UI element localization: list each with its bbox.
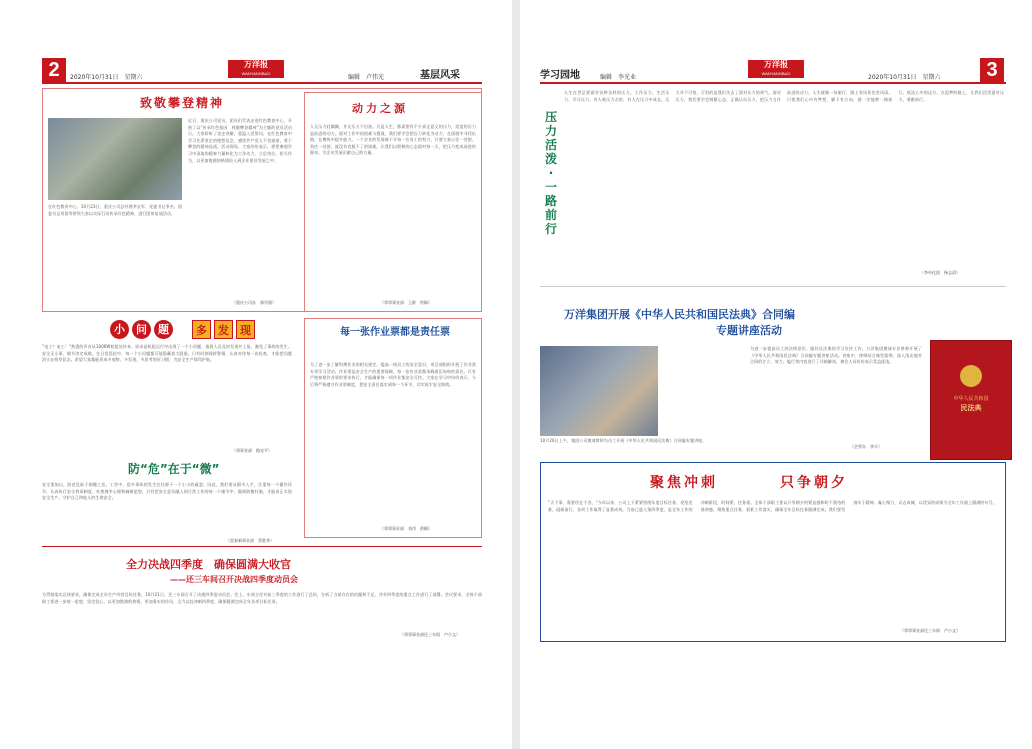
- event-photo: [48, 118, 182, 200]
- article-title: 防“危”在于“微”: [128, 462, 220, 476]
- article-body: 为进一步提高员工的法律意识，做好民法典的学习宣传工作，万洋集团邀请专业律师开展了《中华人民共和国民法典》合同编专题讲座活动。讲座中，律师结合典型案例，深入浅出地对合同的订立、效力、履行等内容进行了详细解读，参会人员纷纷表示受益匪浅。: [750, 346, 922, 365]
- book-title-line1: 中华人民共和国: [953, 396, 989, 402]
- section-title: 学习园地: [540, 70, 580, 81]
- divider: [540, 286, 1006, 287]
- article-byline: （雷泰新事业部 蔡胜华）: [226, 538, 274, 543]
- article-title: 动力之源: [352, 102, 408, 115]
- vertical-title: 压力活泼·一路前行: [544, 110, 557, 236]
- logo-cn: 万洋报: [244, 60, 268, 69]
- article-title: 万洋集团开展《中华人民共和国民法典》合同编: [564, 308, 795, 321]
- logo-en: WANYANGBAO: [761, 71, 791, 76]
- article-body: 为了进一步了解科博作业的相关规定，提高一线员工的安全意识，项目部组织开展了作业票专项学习活动。作业票是安全生产的重要保障，每一张作业票都承载着沉甸甸的责任。只有严格按照作业票的要求执行，才能确保每一项作业都安全可控。大家在学习中纷纷表示，今后将严格遵守作业票制度，把安全责任落实到每一个环节，切实筑牢安全防线。: [310, 362, 476, 387]
- article-title: 全力决战四季度 确保圆满大收官: [126, 558, 291, 571]
- emblem-icon: [960, 365, 982, 387]
- masthead-logo: [228, 60, 284, 78]
- photo-caption: 在红色教育中心，10月23日，重庆公司总经理李宝军、党委书记李杰、团委书记刘留等带领大家以实际行动传承红色精神，进行团体复诵活动。: [48, 204, 182, 216]
- header-rule: [540, 82, 1006, 84]
- article-title: 聚焦冲刺: [650, 475, 718, 491]
- title-char: 现: [236, 320, 255, 339]
- article-byline: （重庆公司办 郭学丽）: [232, 300, 276, 305]
- editor-credit: 编辑 卢伟光: [348, 74, 385, 81]
- issue-date: 2020年10月31日 星期六: [70, 74, 143, 81]
- page-right: [520, 0, 1032, 749]
- page-number: 2: [42, 58, 66, 82]
- article-body: 人生在世总要面对各种各样的压力。工作压力、生活压力、学习压力，有人被压力击垮，有人在压力中成长。压力并不可怕，可怕的是我们失去了面对压力的勇气。面对压力，我们要学会调整心态，正确认识压力，把压力当作前进的动力。人生就像一场旅行，路上有风景也有风雨，只要我们心中有梦想，脚下有方向，就一定能够一路前行，抵达心中的远方。在追梦的路上，让我们活泼面对压力，勇敢前行。: [564, 90, 1004, 102]
- header-rule: [42, 82, 482, 84]
- article-byline: （李申化团 杨志清）: [920, 270, 960, 275]
- title-char: 发: [214, 320, 233, 339]
- civil-code-book: [930, 340, 1012, 460]
- book-title-line2: 民法典: [960, 404, 982, 412]
- article-body: 为贯彻落实总体要求，确保完成全年生产经营目标任务，10月21日，还三车间召开了决战四季度动员会。会上，车间主任对前三季度的工作进行了总结，分析了当前存在的问题和不足，并对四季度的重点工作进行了部署。会议要求，全体干部职工要进一步统一思想，坚定信心，以更加饱满的热情、更加务实的作风，全力以赴冲刺四季度，确保圆满完成全年各项目标任务。: [42, 592, 482, 604]
- title-char: 题: [154, 320, 173, 339]
- title-char: 小: [110, 320, 129, 339]
- section-rule: [42, 546, 482, 547]
- article-body: 人无压力轻飘飘，井无压力不出油。凡是人生，都需要有不少真正意义的压力，适度的压力是前进的动力。面对工作中的困难与挑战，我们要学会把压力转化为动力，在困境中寻找出路，在磨炼中提升能力。一个企业的发展离不开每一位员工的努力，只要大家心往一处想、劲往一处使，就没有克服不了的困难。让我们以积极的心态面对每一天，把压力变成前进的源泉，为企业发展贡献自己的力量。: [310, 124, 476, 156]
- article-title: 致敬攀登精神: [140, 96, 225, 110]
- section-title: 基层风采: [420, 70, 460, 81]
- article-title-line2: 专题讲座活动: [716, 324, 782, 337]
- article-byline: （邻邻事业部 王群 供稿）: [380, 300, 432, 305]
- masthead-logo: [748, 60, 804, 78]
- article-title: 只争朝夕: [780, 475, 848, 491]
- logo-cn: 万洋报: [764, 60, 788, 69]
- article-byline: （邻邻事业部 刘昂 供稿）: [380, 526, 432, 531]
- editor-credit: 编辑 李光业: [600, 74, 637, 81]
- title-char: 多: [192, 320, 211, 339]
- article-byline: （企管办 李丰）: [850, 444, 882, 449]
- article-byline: （邻邻事业部还三车间 卢小文）: [400, 632, 460, 637]
- photo-caption: 10月26日上午，集团公司邀请律师为员工开展《中华人民共和国民法典》合同编专题讲座。: [540, 438, 707, 443]
- article-body: “电工？电工！”熟悉的声音从100KW机组处传来。原来是机组运行中出现了一个小问题，值班人员及时发现并上报，避免了事故的发生。安全无小事，细节决定成败。在日常巡检中，每一个小问题都可能隐藏着大隐患，只有时刻保持警惕，认真对待每一次检查，才能把问题消灭在萌芽状态。希望大家都能养成多观察、多发现、多思考的好习惯，为安全生产保驾护航。: [42, 344, 292, 363]
- logo-en: WANYANGBAO: [241, 71, 271, 76]
- title-char: 问: [132, 320, 151, 339]
- article-body: “天下事，需要功在不舍。”今年以来，公司上下紧紧围绕年度目标任务，攻坚克难，砥砺前行，各项工作取得了显著成效。当前已进入第四季度，是全年工作的冲刺阶段，时间紧、任务重。全体干部职工要以只争朝夕的紧迫感和时不我待的使命感，聚焦重点任务，狠抓工作落实，确保全年目标任务圆满完成。我们要发扬实干精神，凝心聚力，众志成城，以优异的成绩为全年工作画上圆满的句号。: [548, 500, 997, 512]
- page-left: [0, 0, 512, 749]
- issue-date: 2020年10月31日 星期六: [868, 74, 941, 81]
- article-byline: （邻事业部 路光平）: [232, 448, 272, 453]
- page-number: 3: [980, 58, 1004, 82]
- article-byline: （邻邻事业部还三车间 卢小文）: [900, 628, 960, 633]
- article-body: 安全重如山，防范危险于细微之处。工作中，很多事故的发生往往源于一个小小的疏忽。因此，我们要从细节入手，注重每一个操作环节，认真执行安全规章制度，杜绝侥幸心理和麻痹思想。只有把安全意识融入到日常工作的每一个细节中，做到防微杜渐，才能真正实现安全生产，守护自己和他人的生命安全。: [42, 482, 292, 501]
- article-subtitle: ——还三车间召开决战四季度动员会: [170, 575, 298, 584]
- page-gutter: [512, 0, 520, 749]
- article-title: 每一张作业票都是责任票: [340, 327, 450, 338]
- article-body: 近日，重庆公司党员、团员们代表走进红色教育中心，开展了以“传承红色基因 致敬攀登精神”为主题的党员活动日。大家聆听了党史讲解，重温入党誓词，在红色教育中学习先辈坚定的理想信念，感悟共产党人不畏艰难、勇于攀登的精神品质。活动现场，大家纷纷表示，要把参观学习中汲取的精神力量转化为工作动力，立足岗位、担当作为，以更加饱满的热情投入到企业建设发展之中。: [188, 118, 292, 163]
- lecture-photo: [540, 346, 658, 436]
